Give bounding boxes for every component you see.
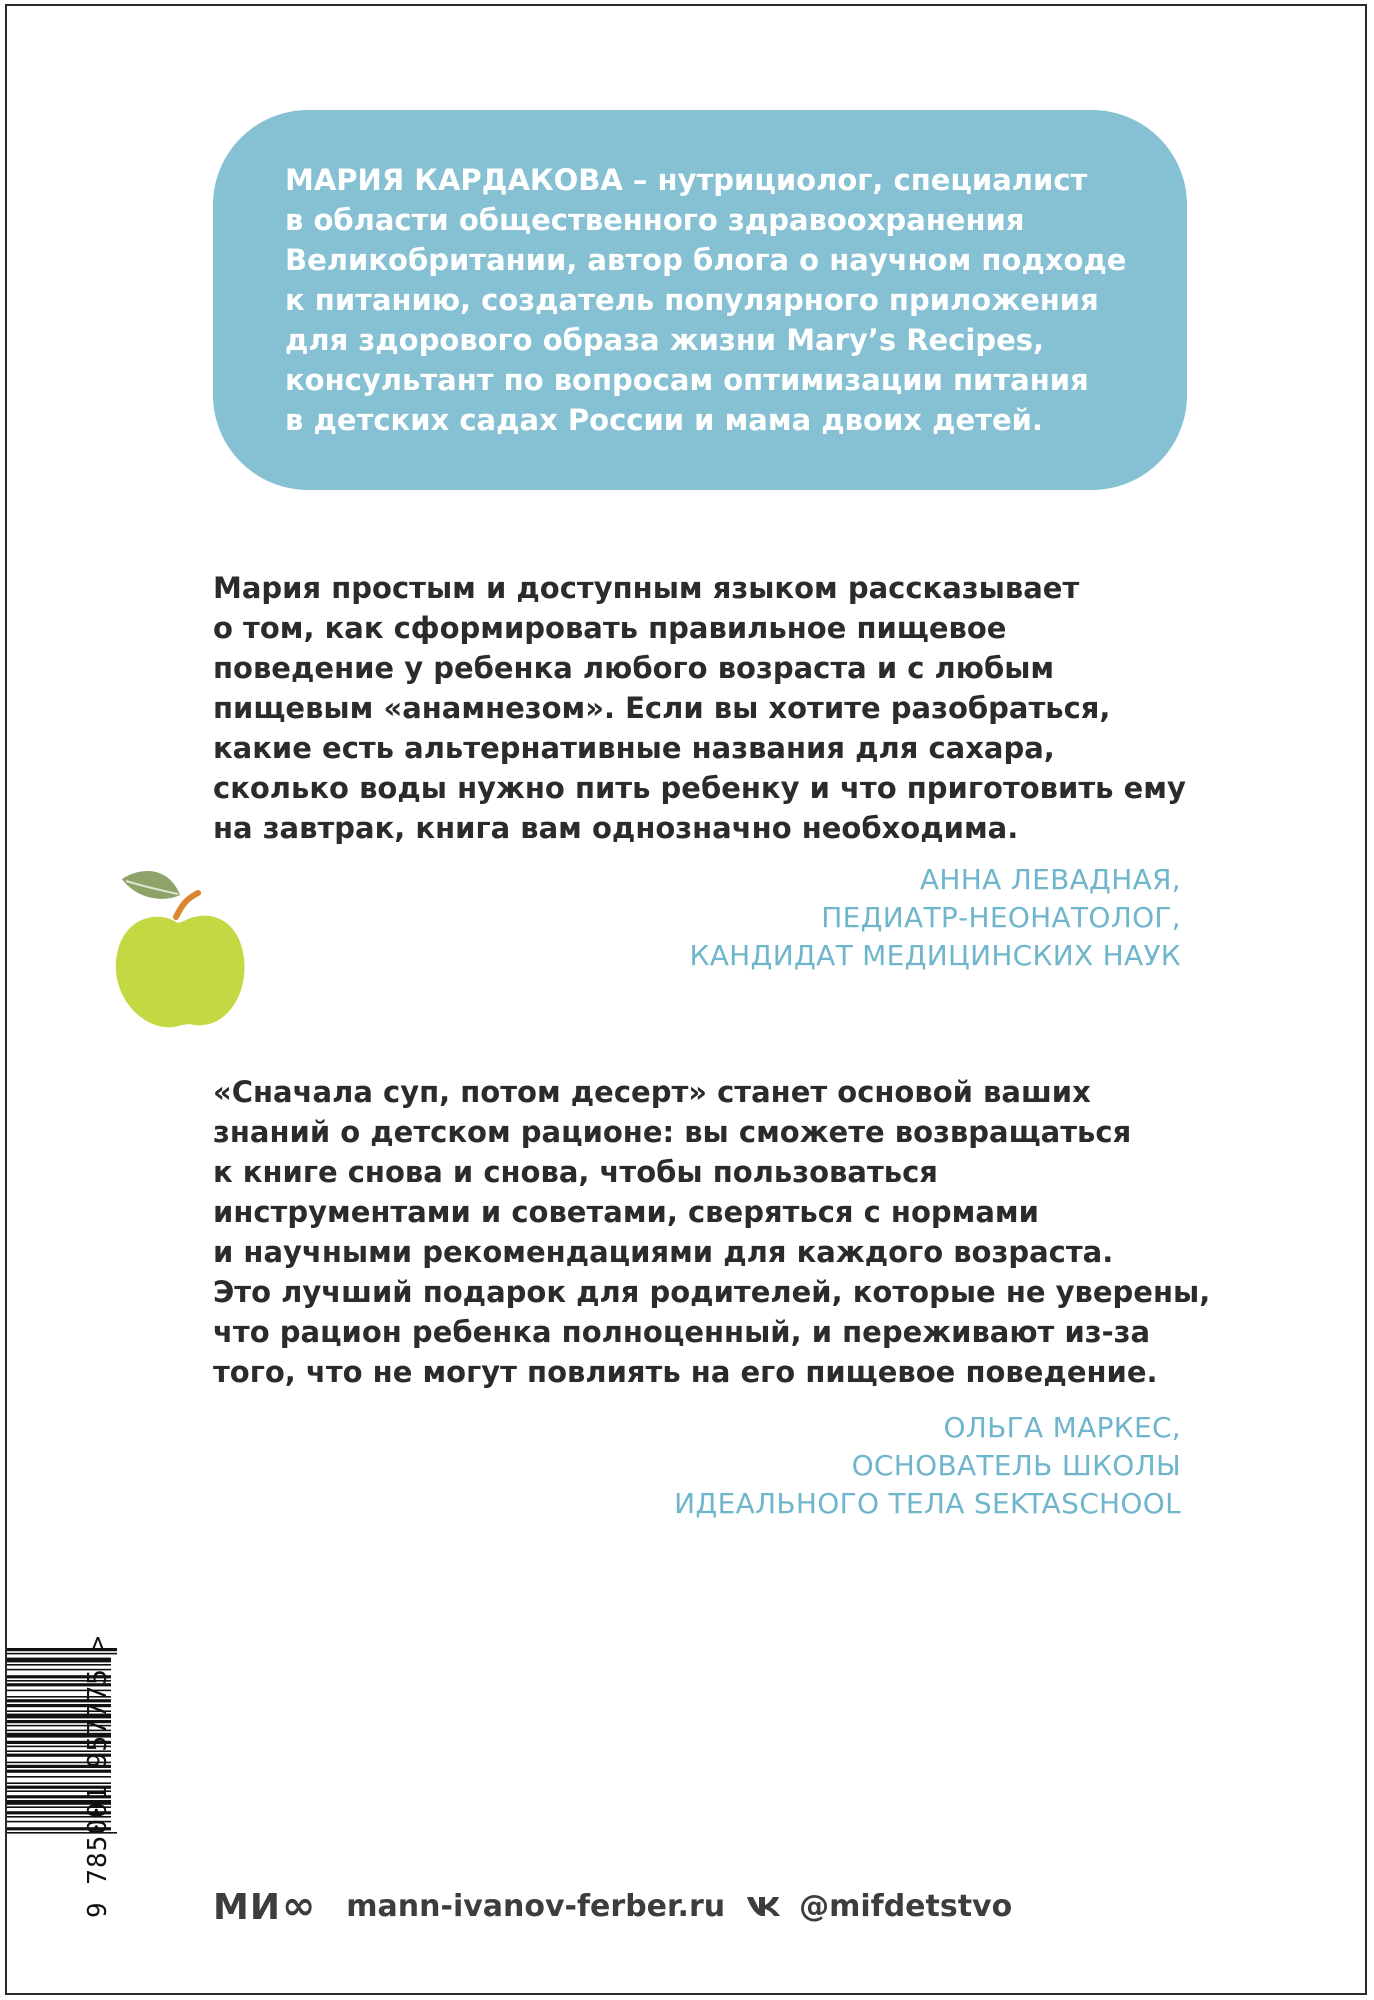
author-bio-text: МАРИЯ КАРДАКОВА – нутрициолог, специалист в области общественного здравоохранения Великобритании, автор блога о научном подходе к питанию, создатель популярного приложения для здорового образа жизни Mary’s Recipes, консультант по вопросам оптимизации питания в детских садах России и мама двоих детей. <box>285 163 1127 437</box>
review-quote-2-attribution: ОЛЬГА МАРКЕС, ОСНОВАТЕЛЬ ШКОЛЫ ИДЕАЛЬНОГО ТЕЛА SEKTASCHOOL <box>674 1411 1181 1520</box>
vk-icon <box>745 1894 783 1918</box>
publisher-website-link[interactable]: mann-ivanov-ferber.ru <box>346 1888 726 1924</box>
book-back-cover <box>5 4 1367 1995</box>
isbn-barcode-digits: 9 785001 957775 > <box>83 1634 113 1918</box>
apple-icon <box>114 861 248 1033</box>
publisher-logo-text: МИ <box>213 1887 281 1928</box>
author-bio-box <box>213 110 1187 490</box>
review-quote-1-attribution: АННА ЛЕВАДНАЯ, ПЕДИАТР-НЕОНАТОЛОГ, КАНДИДАТ МЕДИЦИНСКИХ НАУК <box>689 863 1181 972</box>
review-quote-1: Мария простым и доступным языком рассказывает о том, как сформировать правильное пищевое поведение у ребенка любого возраста и с любым пищевым «анамнезом». Если вы хотите разобраться, какие есть альтернативные названия для сахара, сколько воды нужно пить ребенку и что приготовить ему на завтрак, книга вам однозначно необходима. <box>213 571 1186 845</box>
review-quote-2: «Сначала суп, потом десерт» станет основой ваших знаний о детском рационе: вы сможете возвращаться к книге снова и снова, чтобы пользоваться инструментами и советами, сверяться с нормами и научными рекомендациями для каждого возраста. Это лучший подарок для родителей, которые не уверены, что рацион ребенка полноценный, и переживают из-за того, что не могут повлиять на его пищевое поведение. <box>213 1075 1211 1389</box>
social-handle-link[interactable]: @mifdetstvo <box>799 1888 1013 1924</box>
publisher-logo-mark: ∞ <box>281 1883 317 1929</box>
isbn-barcode <box>7 1640 152 1940</box>
publisher-footer <box>213 1884 1012 1928</box>
publisher-logo <box>213 1883 316 1929</box>
